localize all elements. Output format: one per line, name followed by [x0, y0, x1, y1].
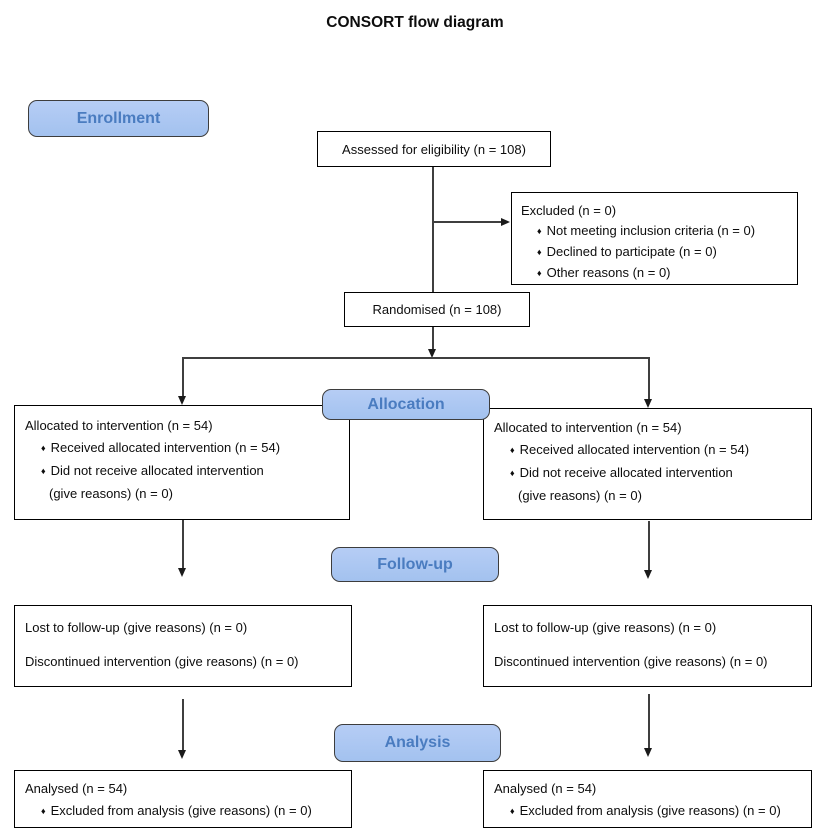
allocation-right-box — [483, 408, 812, 520]
allocation-left-box — [14, 405, 350, 520]
followup-right-box — [483, 605, 812, 687]
excluded-bullet-3: ♦ Other reasons (n = 0) — [537, 265, 671, 280]
arrowhead-excluded-icon — [501, 218, 510, 226]
line-split-left-down — [182, 357, 184, 396]
allocation-right-bullet-1: ♦ Received allocated intervention (n = 54) — [510, 442, 750, 457]
analysis-right-bullet: ♦ Excluded from analysis (give reasons) (n = 0) — [510, 803, 781, 818]
diamond-bullet-icon: ♦ — [537, 268, 542, 278]
analysis-right-box — [483, 770, 812, 828]
excluded-bullet-1: ♦ Not meeting inclusion criteria (n = 0) — [537, 223, 756, 238]
allocation-left-bullet-2: ♦ Did not receive allocated intervention — [41, 463, 264, 478]
analysis-left-title: Analysed (n = 54) — [25, 781, 128, 796]
page-title: CONSORT flow diagram — [326, 14, 504, 31]
stage-label-analysis: Analysis — [334, 724, 501, 762]
followup-right-line-2: Discontinued intervention (give reasons) (n = 0) — [494, 654, 768, 669]
line-assessed-to-randomised — [432, 167, 434, 292]
arrowhead-analysis-left-icon — [178, 750, 186, 759]
assessed-text: Assessed for eligibility (n = 108) — [342, 141, 526, 157]
analysis-right-title: Analysed (n = 54) — [494, 781, 597, 796]
analysis-left-bullet: ♦ Excluded from analysis (give reasons) (n = 0) — [41, 803, 312, 818]
line-split-right-down — [648, 357, 650, 399]
diamond-bullet-icon: ♦ — [510, 806, 515, 816]
followup-left-line-1: Lost to follow-up (give reasons) (n = 0) — [25, 620, 248, 635]
diamond-bullet-icon: ♦ — [510, 468, 515, 478]
diamond-bullet-icon: ♦ — [537, 226, 542, 236]
allocation-right-bullet-2: ♦ Did not receive allocated intervention — [510, 465, 733, 480]
arrowhead-followup-left-icon — [178, 568, 186, 577]
line-analysis-right — [648, 694, 650, 748]
allocation-right-title: Allocated to intervention (n = 54) — [494, 420, 682, 435]
line-split-horizontal — [183, 357, 649, 359]
line-randomised-down — [432, 327, 434, 350]
diamond-bullet-icon: ♦ — [41, 443, 46, 453]
stage-label-enrollment: Enrollment — [28, 100, 209, 137]
diamond-bullet-icon: ♦ — [41, 806, 46, 816]
allocation-left-title: Allocated to intervention (n = 54) — [25, 418, 213, 433]
arrowhead-analysis-right-icon — [644, 748, 652, 757]
followup-left-box — [14, 605, 352, 687]
allocation-right-bullet-2-cont: (give reasons) (n = 0) — [518, 488, 642, 503]
excluded-box — [511, 192, 798, 285]
arrowhead-allocation-right-icon — [644, 399, 652, 408]
randomised-box — [344, 292, 530, 327]
randomised-text: Randomised (n = 108) — [372, 302, 502, 317]
line-followup-left — [182, 520, 184, 568]
assessed-box — [317, 131, 551, 167]
line-analysis-left — [182, 699, 184, 750]
stage-label-followup: Follow-up — [331, 547, 499, 582]
excluded-title: Excluded (n = 0) — [521, 203, 617, 218]
diamond-bullet-icon: ♦ — [537, 247, 542, 257]
line-followup-right — [648, 521, 650, 570]
arrowhead-followup-right-icon — [644, 570, 652, 579]
line-to-excluded — [433, 221, 501, 223]
followup-right-line-1: Lost to follow-up (give reasons) (n = 0) — [494, 620, 717, 635]
diamond-bullet-icon: ♦ — [41, 466, 46, 476]
arrowhead-allocation-left-icon — [178, 396, 186, 405]
excluded-bullet-2: ♦ Declined to participate (n = 0) — [537, 244, 717, 259]
allocation-left-bullet-1: ♦ Received allocated intervention (n = 54) — [41, 440, 281, 455]
analysis-left-box — [14, 770, 352, 828]
stage-label-allocation: Allocation — [322, 389, 490, 420]
diamond-bullet-icon: ♦ — [510, 445, 515, 455]
allocation-left-bullet-2-cont: (give reasons) (n = 0) — [49, 486, 173, 501]
followup-left-line-2: Discontinued intervention (give reasons) (n = 0) — [25, 654, 299, 669]
